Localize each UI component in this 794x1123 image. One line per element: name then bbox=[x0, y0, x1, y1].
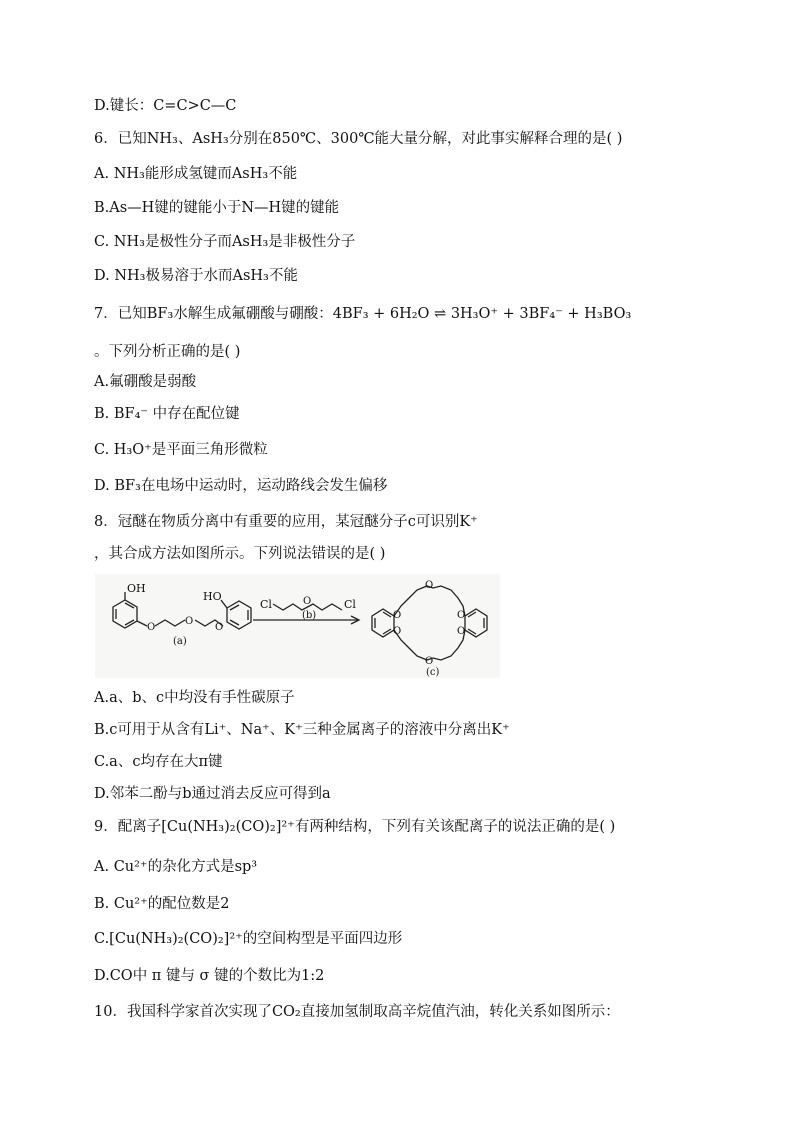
question-8-cont: ，其合成方法如图所示。下列说法错误的是( ) bbox=[94, 546, 386, 562]
q6-option-c: C. NH₃是极性分子而AsH₃是非极性分子 bbox=[94, 234, 356, 250]
q7-option-d: D. BF₃在电场中运动时，运动路线会发生偏移 bbox=[94, 478, 388, 494]
q6-option-d: D. NH₃极易溶于水而AsH₃不能 bbox=[94, 268, 298, 284]
cl-right-label: Cl bbox=[344, 598, 356, 611]
q8-option-d: D.邻苯二酚与b通过消去反应可得到a bbox=[94, 786, 331, 802]
oh-label: OH bbox=[127, 582, 146, 595]
question-7: 7．已知BF₃水解生成氟硼酸与硼酸：4BF₃ + 6H₂O ⇌ 3H₃O⁺ + 3BF₄⁻ + H₃BO₃ bbox=[94, 306, 632, 322]
label-b: (b) bbox=[302, 610, 317, 621]
q9-option-c: C.[Cu(NH₃)₂(CO)₂]²⁺的空间构型是平面四边形 bbox=[94, 931, 403, 947]
question-9: 9．配离子[Cu(NH₃)₂(CO)₂]²⁺有两种结构，下列有关该配离子的说法正确的是( ) bbox=[94, 819, 616, 835]
oxygen-label: O bbox=[185, 616, 194, 627]
oxygen-label: O bbox=[393, 626, 402, 637]
oxygen-label: O bbox=[147, 622, 156, 633]
question-7-cont: 。下列分析正确的是( ) bbox=[94, 344, 241, 360]
cl-left-label: Cl bbox=[260, 598, 272, 611]
q7-option-c: C. H₃O⁺是平面三角形微粒 bbox=[94, 442, 268, 458]
label-a: (a) bbox=[173, 636, 187, 647]
question-6: 6．已知NH₃、AsH₃分别在850℃、300℃能大量分解，对此事实解释合理的是( ) bbox=[94, 131, 623, 147]
q8-option-b: B.c可用于从含有Li⁺、Na⁺、K⁺三种金属离子的溶液中分离出K⁺ bbox=[94, 722, 510, 738]
ho-label: HO bbox=[203, 590, 222, 603]
oxygen-label: O bbox=[457, 610, 466, 621]
label-c: (c) bbox=[426, 667, 440, 678]
question-10: 10．我国科学家首次实现了CO₂直接加氢制取高辛烷值汽油，转化关系如图所示： bbox=[94, 1004, 620, 1020]
q7-option-b: B. BF₄⁻ 中存在配位键 bbox=[94, 406, 240, 422]
option-d-bond-length: D.键长：C=C>C—C bbox=[94, 98, 237, 114]
q9-option-a: A. Cu²⁺的杂化方式是sp³ bbox=[94, 859, 258, 875]
question-8: 8．冠醚在物质分离中有重要的应用，某冠醚分子c可识别K⁺ bbox=[94, 514, 478, 530]
oxygen-label: O bbox=[425, 656, 434, 667]
q6-option-a: A. NH₃能形成氢键而AsH₃不能 bbox=[94, 166, 298, 182]
oxygen-label: O bbox=[425, 580, 434, 591]
reaction-scheme bbox=[95, 574, 500, 678]
oxygen-label: O bbox=[393, 610, 402, 621]
q7-option-a: A.氟硼酸是弱酸 bbox=[94, 374, 197, 390]
oxygen-label: O bbox=[457, 626, 466, 637]
q9-option-d: D.CO中 π 键与 σ 键的个数比为1:2 bbox=[94, 968, 325, 984]
crown-ether-synthesis-figure bbox=[95, 574, 500, 678]
oxygen-label: O bbox=[215, 622, 224, 633]
q9-option-b: B. Cu²⁺的配位数是2 bbox=[94, 896, 230, 912]
q6-option-b: B.As—H键的键能小于N—H键的键能 bbox=[94, 200, 340, 216]
oxygen-label: O bbox=[303, 596, 312, 607]
q8-option-c: C.a、c均存在大π键 bbox=[94, 754, 223, 770]
q8-option-a: A.a、b、c中均没有手性碳原子 bbox=[94, 690, 295, 706]
